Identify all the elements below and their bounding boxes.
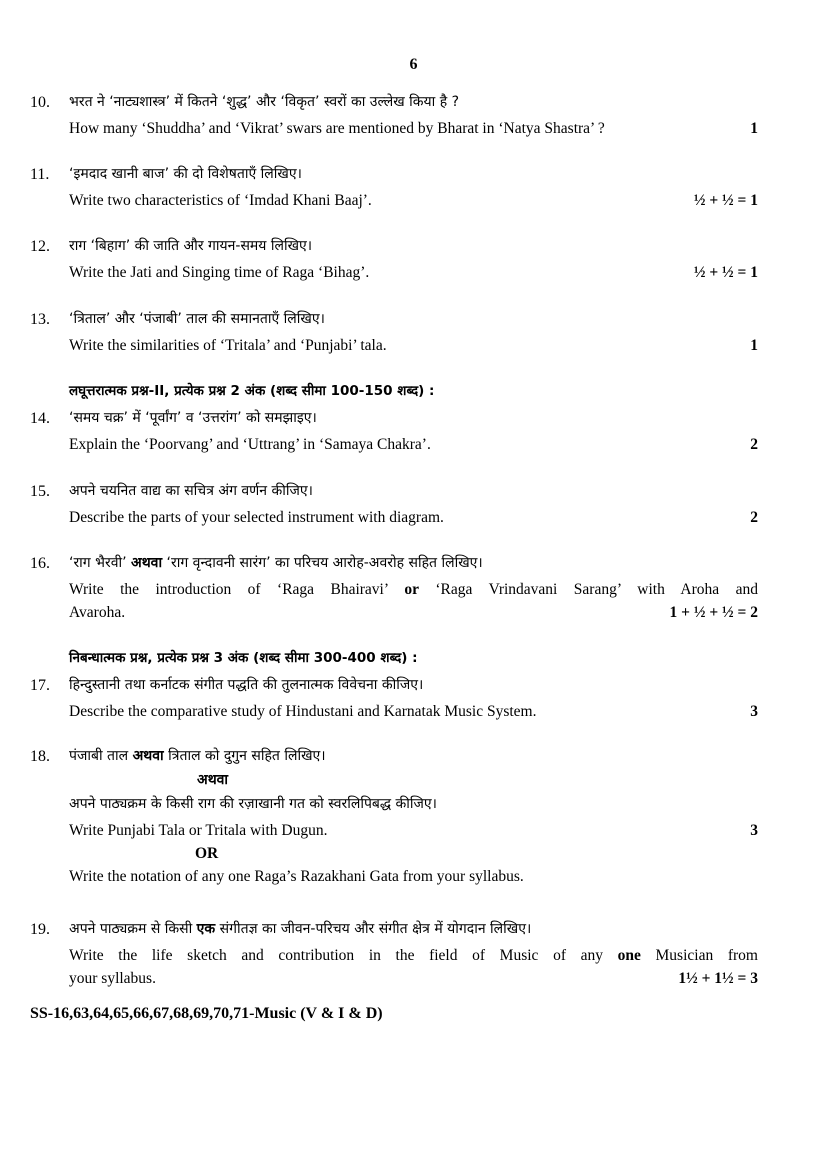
question-11 <box>30 163 758 212</box>
question-marks: 1 + ½ + ½ = 2 <box>669 604 758 621</box>
question-number: 10. <box>30 94 50 111</box>
question-number: 14. <box>30 410 50 427</box>
question-english: How many ‘Shuddha’ and ‘Vikrat’ swars are mentioned by Bharat in ‘Natya Shastra’ ? <box>69 120 605 137</box>
question-hindi-part: ‘राग भैरवी’ <box>69 555 132 571</box>
question-number: 19. <box>30 921 50 938</box>
question-15 <box>30 480 758 529</box>
section-heading-short-answer: लघूत्तरात्मक प्रश्न-II, प्रत्येक प्रश्न 2 अंक (शब्द सीमा 100-150 शब्द) : <box>69 383 435 399</box>
question-english: Describe the parts of your selected instrument with diagram. <box>69 509 444 526</box>
question-english: Explain the ‘Poorvang’ and ‘Uttrang’ in ‘Samaya Chakra’. <box>69 436 431 453</box>
question-16 <box>30 552 758 624</box>
question-marks: 1 <box>750 337 758 354</box>
question-english-part: Write the introduction of ‘Raga Bhairavi’ <box>69 581 405 598</box>
question-hindi: हिन्दुस्तानी तथा कर्नाटक संगीत पद्धति की तुलनात्मक विवेचना कीजिए। <box>69 677 424 693</box>
question-marks: 1 <box>750 120 758 137</box>
or-separator-english: OR <box>195 845 219 862</box>
question-marks: 3 <box>750 822 758 839</box>
question-hindi-part: त्रिताल को दुगुन सहित लिखिए। <box>163 748 326 764</box>
question-number: 12. <box>30 238 50 255</box>
question-hindi-part: पंजाबी ताल <box>69 748 133 764</box>
one-keyword: एक <box>196 921 216 937</box>
question-hindi-part: अपने पाठ्यक्रम से किसी <box>69 921 197 937</box>
question-marks: 2 <box>750 436 758 453</box>
question-english-continued: Avaroha. <box>69 604 126 621</box>
question-17 <box>30 674 758 723</box>
question-marks: 2 <box>750 509 758 526</box>
question-marks: 3 <box>750 703 758 720</box>
question-hindi <box>69 745 758 768</box>
question-english-part: Write the life sketch and contribution in the field of Music of any <box>69 947 618 964</box>
question-number: 15. <box>30 483 50 500</box>
question-hindi: अपने चयनित वाद्य का सचित्र अंग वर्णन कीजिए। <box>69 483 313 499</box>
question-hindi-part: ‘राग वृन्दावनी सारंग’ का परिचय आरोह-अवरोह सहित लिखिए। <box>162 555 483 571</box>
question-english-continued: your syllabus. <box>69 970 156 987</box>
or-separator-hindi: अथवा <box>197 772 229 788</box>
question-number: 13. <box>30 311 50 328</box>
or-keyword: or <box>404 581 419 598</box>
question-english: Write the similarities of ‘Tritala’ and ‘Punjabi’ tala. <box>69 337 387 354</box>
question-english-part: ‘Raga Vrindavani Sarang’ with Aroha and <box>418 581 758 598</box>
page-number: 6 <box>409 56 418 73</box>
question-hindi: भरत ने ‘नाट्यशास्त्र’ में कितने ‘शुद्ध’ और ‘विकृत’ स्वरों का उल्लेख किया है ? <box>69 94 460 110</box>
question-14 <box>30 407 758 456</box>
question-hindi-part: संगीतज्ञ का जीवन-परिचय और संगीत क्षेत्र में योगदान लिखिए। <box>215 921 532 937</box>
question-number: 17. <box>30 677 50 694</box>
question-10 <box>30 91 758 140</box>
question-19 <box>30 918 758 990</box>
question-english-alternative: Write the notation of any one Raga’s Razakhani Gata from your syllabus. <box>69 868 524 885</box>
question-number: 18. <box>30 748 50 765</box>
question-18 <box>30 745 758 888</box>
question-hindi: ‘इमदाद खानी बाज’ की दो विशेषताएँ लिखिए। <box>69 166 302 182</box>
section-heading-essay: निबन्धात्मक प्रश्न, प्रत्येक प्रश्न 3 अंक (शब्द सीमा 300-400 शब्द) : <box>69 650 418 666</box>
question-hindi-alternative: अपने पाठ्यक्रम के किसी राग की रज़ाखानी गत को स्वरलिपिबद्ध कीजिए। <box>69 796 437 812</box>
question-hindi <box>69 918 758 941</box>
question-marks: 1½ + 1½ = 3 <box>678 970 758 987</box>
question-english: Write Punjabi Tala or Tritala with Dugun. <box>69 822 328 839</box>
question-marks: ½ + ½ = 1 <box>693 192 758 209</box>
or-keyword: अथवा <box>131 555 163 571</box>
question-hindi: राग ‘बिहाग’ की जाति और गायन-समय लिखिए। <box>69 238 313 254</box>
question-hindi: ‘त्रिताल’ और ‘पंजाबी’ ताल की समानताएँ लिखिए। <box>69 311 325 327</box>
question-number: 11. <box>30 166 50 183</box>
question-marks: ½ + ½ = 1 <box>693 264 758 281</box>
paper-code-footer: SS-16,63,64,65,66,67,68,69,70,71-Music (V & I & D) <box>30 1005 383 1022</box>
or-keyword: अथवा <box>132 748 164 764</box>
question-12 <box>30 235 758 284</box>
question-english: Write two characteristics of ‘Imdad Khani Baaj’. <box>69 192 372 209</box>
question-english <box>69 578 758 601</box>
one-keyword: one <box>617 947 641 964</box>
question-number: 16. <box>30 555 50 572</box>
question-english: Describe the comparative study of Hindustani and Karnatak Music System. <box>69 703 537 720</box>
question-13 <box>30 308 758 357</box>
question-hindi <box>69 552 758 575</box>
question-english: Write the Jati and Singing time of Raga ‘Bihag’. <box>69 264 370 281</box>
question-english <box>69 944 758 967</box>
question-hindi: ‘समय चक्र’ में ‘पूर्वांग’ व ‘उत्तरांग’ को समझाइए। <box>69 410 317 426</box>
question-english-part: Musician from <box>640 947 758 964</box>
